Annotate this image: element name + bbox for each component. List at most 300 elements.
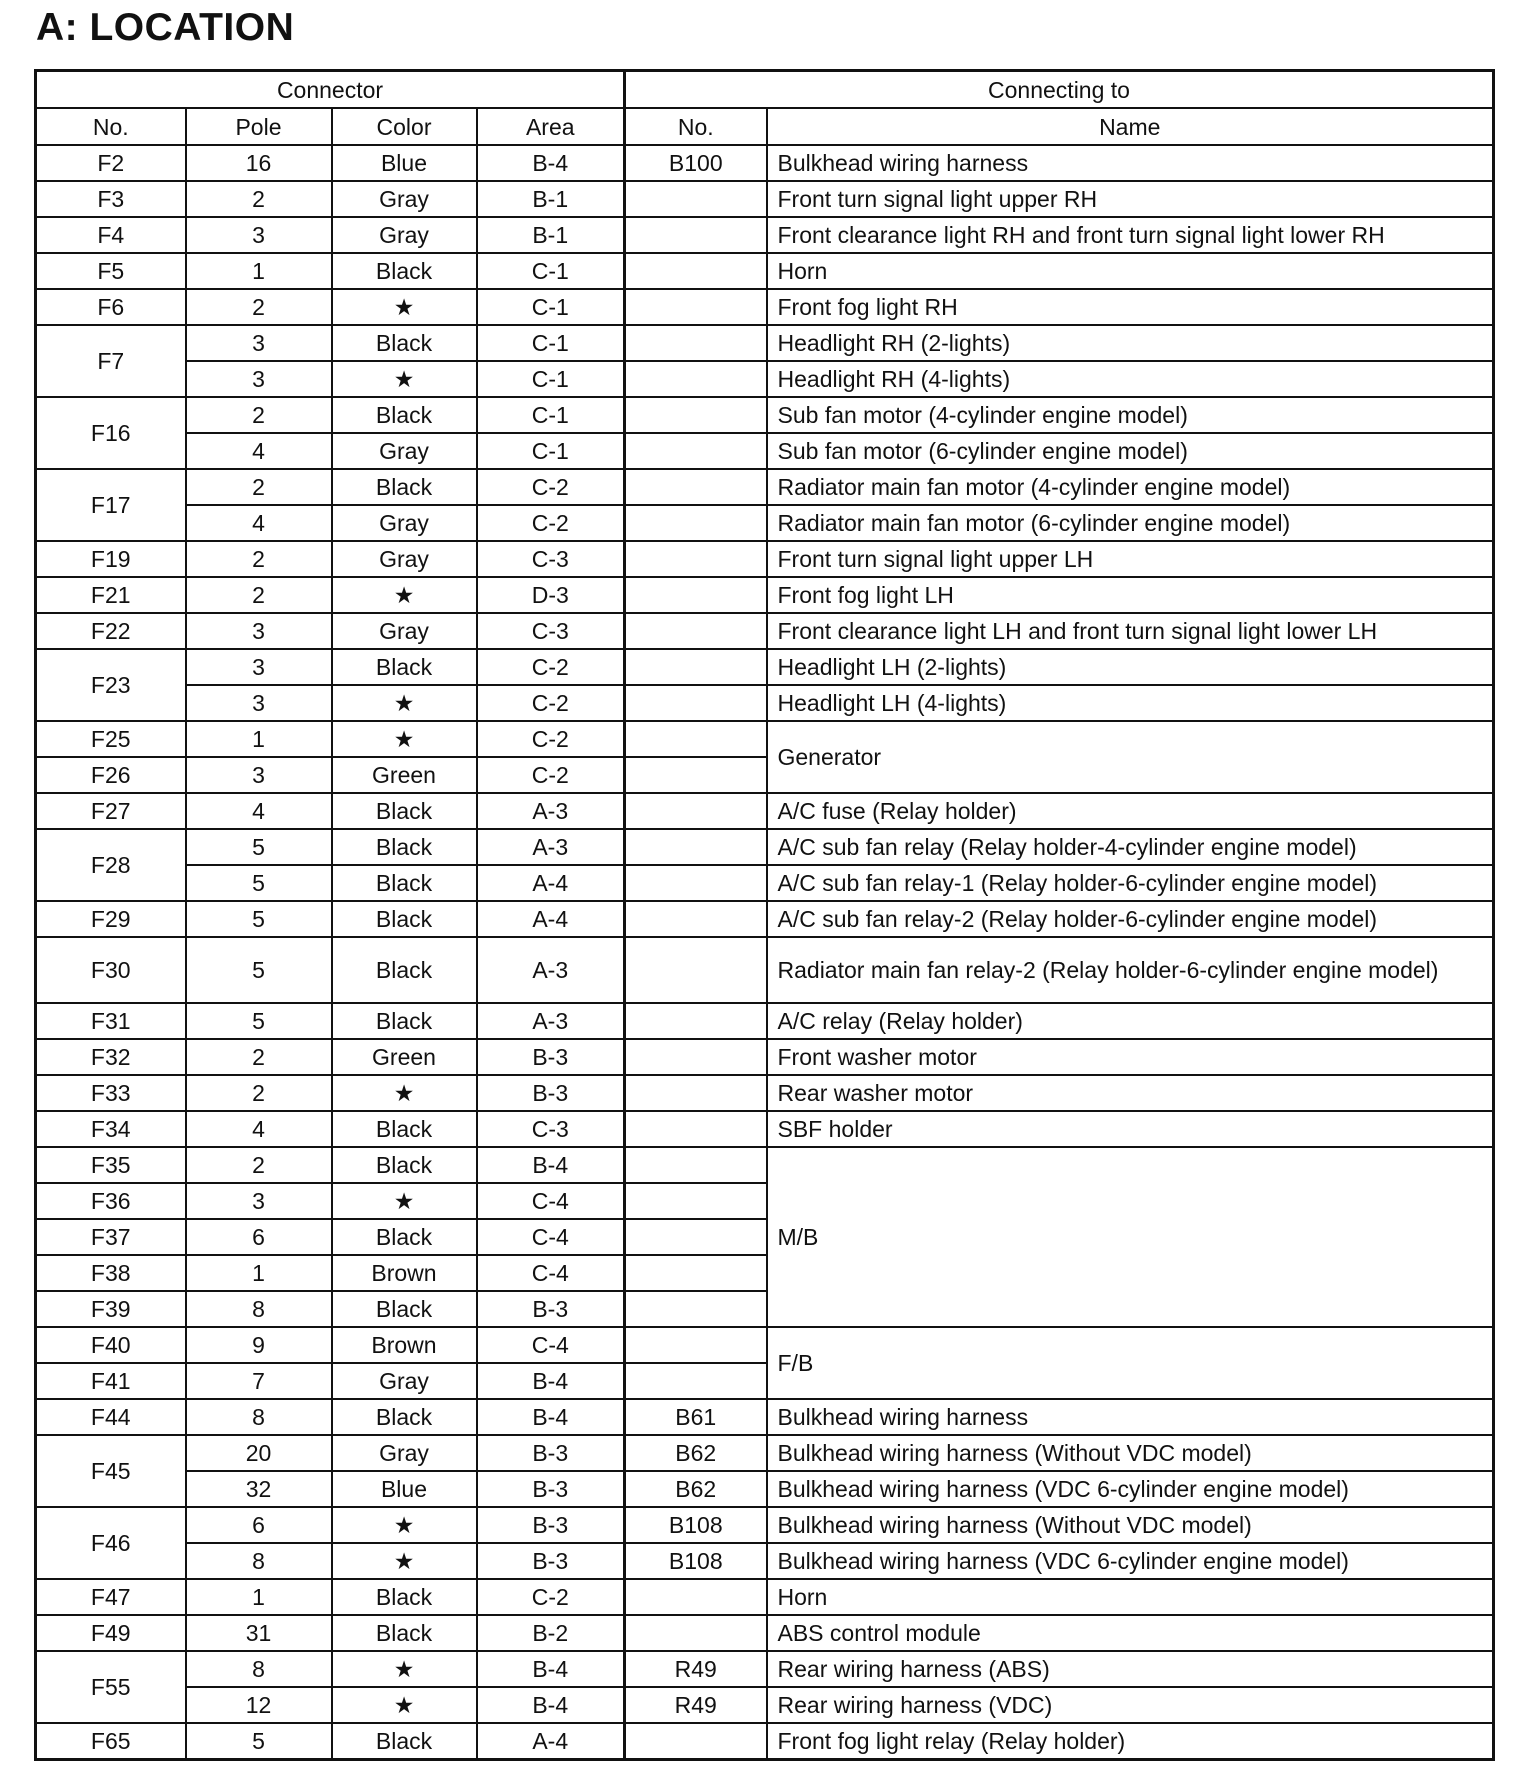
color-cell: Gray xyxy=(332,505,477,541)
area-cell: C-1 xyxy=(477,253,625,289)
connector-no-cell: F46 xyxy=(36,1507,186,1579)
connecting-no-cell xyxy=(625,1255,767,1291)
table-row xyxy=(36,1651,1494,1687)
color-cell: Blue xyxy=(332,1471,477,1507)
connecting-name-cell: A/C relay (Relay holder) xyxy=(767,1003,1494,1039)
table-row xyxy=(36,469,1494,505)
table-row xyxy=(36,1687,1494,1723)
table-row xyxy=(36,433,1494,469)
connecting-no-cell xyxy=(625,181,767,217)
color-cell: ★ xyxy=(332,1687,477,1723)
pole-cell: 2 xyxy=(186,1039,332,1075)
connector-no-cell: F40 xyxy=(36,1327,186,1363)
pole-cell: 2 xyxy=(186,469,332,505)
color-cell: ★ xyxy=(332,1507,477,1543)
connecting-no-cell xyxy=(625,613,767,649)
connecting-no-cell xyxy=(625,865,767,901)
pole-cell: 7 xyxy=(186,1363,332,1399)
connecting-no-cell xyxy=(625,1003,767,1039)
header-columns-row xyxy=(36,108,1494,145)
color-cell: Black xyxy=(332,469,477,505)
connecting-no-cell xyxy=(625,1291,767,1327)
connecting-no-cell xyxy=(625,433,767,469)
connecting-name-cell: Bulkhead wiring harness (Without VDC model) xyxy=(767,1507,1494,1543)
pole-cell: 4 xyxy=(186,793,332,829)
color-cell: Black xyxy=(332,1615,477,1651)
connecting-no-cell xyxy=(625,253,767,289)
area-cell: B-2 xyxy=(477,1615,625,1651)
connecting-no-cell xyxy=(625,217,767,253)
pole-cell: 8 xyxy=(186,1651,332,1687)
pole-cell: 5 xyxy=(186,829,332,865)
table-row xyxy=(36,1543,1494,1579)
area-cell: B-1 xyxy=(477,181,625,217)
connecting-name-cell: Generator xyxy=(767,721,1494,793)
pole-cell: 12 xyxy=(186,1687,332,1723)
area-cell: C-1 xyxy=(477,289,625,325)
pole-cell: 20 xyxy=(186,1435,332,1471)
connecting-no-cell: B100 xyxy=(625,145,767,181)
connector-no-cell: F33 xyxy=(36,1075,186,1111)
area-cell: A-4 xyxy=(477,865,625,901)
table-row xyxy=(36,721,1494,757)
connecting-no-cell: B61 xyxy=(625,1399,767,1435)
connecting-no-cell xyxy=(625,721,767,757)
table-row xyxy=(36,649,1494,685)
pole-cell: 4 xyxy=(186,1111,332,1147)
table-row xyxy=(36,397,1494,433)
table-row xyxy=(36,901,1494,937)
connecting-no-cell xyxy=(625,1219,767,1255)
connecting-name-cell: Headlight RH (2-lights) xyxy=(767,325,1494,361)
connecting-no-cell xyxy=(625,1111,767,1147)
pole-cell: 4 xyxy=(186,505,332,541)
area-cell: A-3 xyxy=(477,1003,625,1039)
header-name: Name xyxy=(767,108,1494,145)
table-row xyxy=(36,325,1494,361)
connecting-no-cell xyxy=(625,1039,767,1075)
connector-no-cell: F55 xyxy=(36,1651,186,1723)
connector-no-cell: F22 xyxy=(36,613,186,649)
color-cell: Green xyxy=(332,1039,477,1075)
connecting-name-cell: M/B xyxy=(767,1147,1494,1327)
area-cell: C-1 xyxy=(477,397,625,433)
area-cell: B-3 xyxy=(477,1471,625,1507)
pole-cell: 2 xyxy=(186,289,332,325)
area-cell: B-4 xyxy=(477,145,625,181)
area-cell: B-4 xyxy=(477,1651,625,1687)
color-cell: Black xyxy=(332,865,477,901)
color-cell: ★ xyxy=(332,361,477,397)
connecting-name-cell: Radiator main fan motor (4-cylinder engine model) xyxy=(767,469,1494,505)
header-group-row xyxy=(36,71,1494,109)
table-row xyxy=(36,1039,1494,1075)
pole-cell: 3 xyxy=(186,361,332,397)
connecting-no-cell xyxy=(625,1579,767,1615)
connector-location-table xyxy=(34,69,1495,1761)
connector-no-cell: F45 xyxy=(36,1435,186,1507)
connecting-no-cell: R49 xyxy=(625,1687,767,1723)
area-cell: C-1 xyxy=(477,361,625,397)
area-cell: C-4 xyxy=(477,1327,625,1363)
pole-cell: 4 xyxy=(186,433,332,469)
color-cell: Green xyxy=(332,757,477,793)
connecting-name-cell: F/B xyxy=(767,1327,1494,1399)
connecting-name-cell: Front clearance light LH and front turn signal light lower LH xyxy=(767,613,1494,649)
color-cell: Black xyxy=(332,325,477,361)
pole-cell: 9 xyxy=(186,1327,332,1363)
connecting-name-cell: Front washer motor xyxy=(767,1039,1494,1075)
connecting-name-cell: A/C sub fan relay (Relay holder-4-cylinder engine model) xyxy=(767,829,1494,865)
pole-cell: 2 xyxy=(186,1147,332,1183)
connecting-no-cell xyxy=(625,937,767,1003)
color-cell: Gray xyxy=(332,433,477,469)
connector-no-cell: F16 xyxy=(36,397,186,469)
area-cell: B-1 xyxy=(477,217,625,253)
pole-cell: 2 xyxy=(186,541,332,577)
header-no: No. xyxy=(36,108,186,145)
area-cell: B-4 xyxy=(477,1399,625,1435)
color-cell: Black xyxy=(332,1291,477,1327)
color-cell: Black xyxy=(332,937,477,1003)
area-cell: B-3 xyxy=(477,1291,625,1327)
pole-cell: 3 xyxy=(186,649,332,685)
color-cell: Gray xyxy=(332,181,477,217)
color-cell: ★ xyxy=(332,577,477,613)
pole-cell: 2 xyxy=(186,181,332,217)
color-cell: ★ xyxy=(332,1543,477,1579)
connecting-name-cell: Sub fan motor (4-cylinder engine model) xyxy=(767,397,1494,433)
pole-cell: 5 xyxy=(186,865,332,901)
area-cell: B-3 xyxy=(477,1039,625,1075)
connector-no-cell: F28 xyxy=(36,829,186,901)
connector-no-cell: F31 xyxy=(36,1003,186,1039)
color-cell: Gray xyxy=(332,1363,477,1399)
header-color: Color xyxy=(332,108,477,145)
connector-no-cell: F19 xyxy=(36,541,186,577)
connector-no-cell: F41 xyxy=(36,1363,186,1399)
connector-no-cell: F4 xyxy=(36,217,186,253)
table-row xyxy=(36,613,1494,649)
area-cell: B-4 xyxy=(477,1147,625,1183)
pole-cell: 8 xyxy=(186,1399,332,1435)
connector-no-cell: F26 xyxy=(36,757,186,793)
connecting-no-cell xyxy=(625,1615,767,1651)
connector-no-cell: F7 xyxy=(36,325,186,397)
header-connector: Connector xyxy=(36,71,625,109)
connecting-name-cell: Bulkhead wiring harness (VDC 6-cylinder engine model) xyxy=(767,1543,1494,1579)
connector-no-cell: F32 xyxy=(36,1039,186,1075)
color-cell: Black xyxy=(332,793,477,829)
color-cell: ★ xyxy=(332,1183,477,1219)
color-cell: Black xyxy=(332,829,477,865)
connecting-name-cell: Bulkhead wiring harness xyxy=(767,145,1494,181)
connecting-no-cell xyxy=(625,685,767,721)
pole-cell: 3 xyxy=(186,1183,332,1219)
connecting-no-cell xyxy=(625,289,767,325)
color-cell: Black xyxy=(332,253,477,289)
area-cell: C-3 xyxy=(477,1111,625,1147)
connecting-no-cell xyxy=(625,829,767,865)
color-cell: Black xyxy=(332,1723,477,1760)
area-cell: C-2 xyxy=(477,469,625,505)
table-row xyxy=(36,793,1494,829)
connector-no-cell: F35 xyxy=(36,1147,186,1183)
connecting-no-cell xyxy=(625,1147,767,1183)
color-cell: Gray xyxy=(332,217,477,253)
area-cell: A-3 xyxy=(477,793,625,829)
color-cell: Black xyxy=(332,1003,477,1039)
header-connecting-no: No. xyxy=(625,108,767,145)
connecting-name-cell: A/C sub fan relay-1 (Relay holder-6-cylinder engine model) xyxy=(767,865,1494,901)
connecting-name-cell: Rear wiring harness (ABS) xyxy=(767,1651,1494,1687)
area-cell: B-4 xyxy=(477,1363,625,1399)
area-cell: C-2 xyxy=(477,757,625,793)
connecting-no-cell xyxy=(625,505,767,541)
connecting-no-cell xyxy=(625,1075,767,1111)
table-row xyxy=(36,1147,1494,1183)
connecting-name-cell: Headlight LH (2-lights) xyxy=(767,649,1494,685)
table-row xyxy=(36,1507,1494,1543)
color-cell: ★ xyxy=(332,289,477,325)
area-cell: A-3 xyxy=(477,829,625,865)
area-cell: C-2 xyxy=(477,1579,625,1615)
connector-no-cell: F37 xyxy=(36,1219,186,1255)
table-row xyxy=(36,1615,1494,1651)
connecting-no-cell xyxy=(625,361,767,397)
table-row xyxy=(36,1579,1494,1615)
page-title: A: LOCATION xyxy=(36,6,295,49)
color-cell: Blue xyxy=(332,145,477,181)
connecting-name-cell: A/C fuse (Relay holder) xyxy=(767,793,1494,829)
connecting-name-cell: Bulkhead wiring harness xyxy=(767,1399,1494,1435)
connecting-name-cell: Sub fan motor (6-cylinder engine model) xyxy=(767,433,1494,469)
connecting-no-cell xyxy=(625,649,767,685)
color-cell: Black xyxy=(332,1399,477,1435)
connecting-no-cell xyxy=(625,757,767,793)
connector-no-cell: F29 xyxy=(36,901,186,937)
area-cell: C-1 xyxy=(477,325,625,361)
pole-cell: 5 xyxy=(186,937,332,1003)
connecting-no-cell xyxy=(625,397,767,433)
connector-no-cell: F6 xyxy=(36,289,186,325)
connecting-no-cell: B62 xyxy=(625,1471,767,1507)
header-connecting-to: Connecting to xyxy=(625,71,1494,109)
connector-no-cell: F47 xyxy=(36,1579,186,1615)
pole-cell: 31 xyxy=(186,1615,332,1651)
connecting-name-cell: ABS control module xyxy=(767,1615,1494,1651)
pole-cell: 16 xyxy=(186,145,332,181)
area-cell: C-1 xyxy=(477,433,625,469)
table-row xyxy=(36,541,1494,577)
connector-no-cell: F49 xyxy=(36,1615,186,1651)
connecting-no-cell: B108 xyxy=(625,1543,767,1579)
header-area: Area xyxy=(477,108,625,145)
connector-no-cell: F34 xyxy=(36,1111,186,1147)
color-cell: Black xyxy=(332,1147,477,1183)
area-cell: D-3 xyxy=(477,577,625,613)
color-cell: Gray xyxy=(332,541,477,577)
table-row xyxy=(36,145,1494,181)
connecting-name-cell: Bulkhead wiring harness (VDC 6-cylinder engine model) xyxy=(767,1471,1494,1507)
pole-cell: 6 xyxy=(186,1219,332,1255)
pole-cell: 3 xyxy=(186,325,332,361)
color-cell: Brown xyxy=(332,1255,477,1291)
connecting-name-cell: Front clearance light RH and front turn signal light lower RH xyxy=(767,217,1494,253)
connector-no-cell: F21 xyxy=(36,577,186,613)
connector-no-cell: F25 xyxy=(36,721,186,757)
pole-cell: 3 xyxy=(186,685,332,721)
connecting-no-cell xyxy=(625,469,767,505)
table-row xyxy=(36,865,1494,901)
area-cell: B-3 xyxy=(477,1543,625,1579)
color-cell: ★ xyxy=(332,685,477,721)
connecting-name-cell: Front fog light LH xyxy=(767,577,1494,613)
connector-no-cell: F23 xyxy=(36,649,186,721)
connecting-name-cell: Horn xyxy=(767,1579,1494,1615)
area-cell: C-3 xyxy=(477,613,625,649)
pole-cell: 3 xyxy=(186,613,332,649)
connecting-no-cell: B108 xyxy=(625,1507,767,1543)
header-pole: Pole xyxy=(186,108,332,145)
pole-cell: 5 xyxy=(186,901,332,937)
pole-cell: 1 xyxy=(186,253,332,289)
pole-cell: 32 xyxy=(186,1471,332,1507)
connecting-name-cell: Bulkhead wiring harness (Without VDC model) xyxy=(767,1435,1494,1471)
color-cell: Black xyxy=(332,397,477,433)
pole-cell: 5 xyxy=(186,1003,332,1039)
color-cell: Black xyxy=(332,1219,477,1255)
connecting-no-cell xyxy=(625,793,767,829)
table-row xyxy=(36,1435,1494,1471)
connecting-no-cell xyxy=(625,901,767,937)
table-row xyxy=(36,829,1494,865)
connector-no-cell: F38 xyxy=(36,1255,186,1291)
color-cell: Brown xyxy=(332,1327,477,1363)
pole-cell: 1 xyxy=(186,721,332,757)
area-cell: A-4 xyxy=(477,1723,625,1760)
pole-cell: 2 xyxy=(186,397,332,433)
area-cell: B-4 xyxy=(477,1687,625,1723)
area-cell: C-2 xyxy=(477,721,625,757)
pole-cell: 6 xyxy=(186,1507,332,1543)
table-row xyxy=(36,505,1494,541)
table-row xyxy=(36,685,1494,721)
area-cell: C-2 xyxy=(477,685,625,721)
connector-no-cell: F27 xyxy=(36,793,186,829)
connector-no-cell: F39 xyxy=(36,1291,186,1327)
connecting-name-cell: Headlight RH (4-lights) xyxy=(767,361,1494,397)
area-cell: A-4 xyxy=(477,901,625,937)
table-row xyxy=(36,181,1494,217)
connecting-name-cell: Front fog light RH xyxy=(767,289,1494,325)
connector-no-cell: F65 xyxy=(36,1723,186,1760)
connecting-name-cell: SBF holder xyxy=(767,1111,1494,1147)
connecting-name-cell: A/C sub fan relay-2 (Relay holder-6-cylinder engine model) xyxy=(767,901,1494,937)
connecting-no-cell: B62 xyxy=(625,1435,767,1471)
table-row xyxy=(36,1399,1494,1435)
color-cell: ★ xyxy=(332,1075,477,1111)
area-cell: C-4 xyxy=(477,1183,625,1219)
color-cell: Black xyxy=(332,901,477,937)
pole-cell: 1 xyxy=(186,1579,332,1615)
connecting-no-cell xyxy=(625,325,767,361)
color-cell: Black xyxy=(332,649,477,685)
table-row xyxy=(36,1075,1494,1111)
color-cell: Gray xyxy=(332,613,477,649)
connector-no-cell: F36 xyxy=(36,1183,186,1219)
connecting-name-cell: Front turn signal light upper RH xyxy=(767,181,1494,217)
connecting-name-cell: Radiator main fan motor (6-cylinder engine model) xyxy=(767,505,1494,541)
connector-no-cell: F44 xyxy=(36,1399,186,1435)
pole-cell: 3 xyxy=(186,757,332,793)
table-row xyxy=(36,577,1494,613)
color-cell: Black xyxy=(332,1579,477,1615)
connecting-name-cell: Rear washer motor xyxy=(767,1075,1494,1111)
color-cell: ★ xyxy=(332,1651,477,1687)
area-cell: A-3 xyxy=(477,937,625,1003)
table-row xyxy=(36,1111,1494,1147)
area-cell: C-3 xyxy=(477,541,625,577)
connecting-no-cell xyxy=(625,1327,767,1363)
connecting-name-cell: Front fog light relay (Relay holder) xyxy=(767,1723,1494,1760)
area-cell: C-2 xyxy=(477,505,625,541)
area-cell: C-4 xyxy=(477,1219,625,1255)
area-cell: B-3 xyxy=(477,1507,625,1543)
area-cell: C-2 xyxy=(477,649,625,685)
area-cell: B-3 xyxy=(477,1435,625,1471)
table-row xyxy=(36,1723,1494,1760)
pole-cell: 8 xyxy=(186,1543,332,1579)
table-row xyxy=(36,361,1494,397)
connecting-no-cell xyxy=(625,577,767,613)
pole-cell: 5 xyxy=(186,1723,332,1760)
table-row xyxy=(36,937,1494,1003)
connector-no-cell: F2 xyxy=(36,145,186,181)
connector-no-cell: F5 xyxy=(36,253,186,289)
connecting-no-cell xyxy=(625,1183,767,1219)
connector-no-cell: F30 xyxy=(36,937,186,1003)
connecting-name-cell: Headlight LH (4-lights) xyxy=(767,685,1494,721)
connecting-name-cell: Radiator main fan relay-2 (Relay holder-6-cylinder engine model) xyxy=(767,937,1494,1003)
connecting-no-cell: R49 xyxy=(625,1651,767,1687)
pole-cell: 2 xyxy=(186,577,332,613)
pole-cell: 8 xyxy=(186,1291,332,1327)
pole-cell: 3 xyxy=(186,217,332,253)
area-cell: C-4 xyxy=(477,1255,625,1291)
table-row xyxy=(36,253,1494,289)
color-cell: Gray xyxy=(332,1435,477,1471)
connector-no-cell: F17 xyxy=(36,469,186,541)
connector-no-cell: F3 xyxy=(36,181,186,217)
area-cell: B-3 xyxy=(477,1075,625,1111)
color-cell: Black xyxy=(332,1111,477,1147)
table-row xyxy=(36,1327,1494,1363)
pole-cell: 2 xyxy=(186,1075,332,1111)
connecting-no-cell xyxy=(625,1723,767,1760)
connecting-name-cell: Horn xyxy=(767,253,1494,289)
color-cell: ★ xyxy=(332,721,477,757)
pole-cell: 1 xyxy=(186,1255,332,1291)
table-row xyxy=(36,1471,1494,1507)
table-row xyxy=(36,217,1494,253)
table-row xyxy=(36,1003,1494,1039)
connecting-no-cell xyxy=(625,1363,767,1399)
connecting-name-cell: Rear wiring harness (VDC) xyxy=(767,1687,1494,1723)
table-row xyxy=(36,289,1494,325)
connecting-name-cell: Front turn signal light upper LH xyxy=(767,541,1494,577)
connecting-no-cell xyxy=(625,541,767,577)
